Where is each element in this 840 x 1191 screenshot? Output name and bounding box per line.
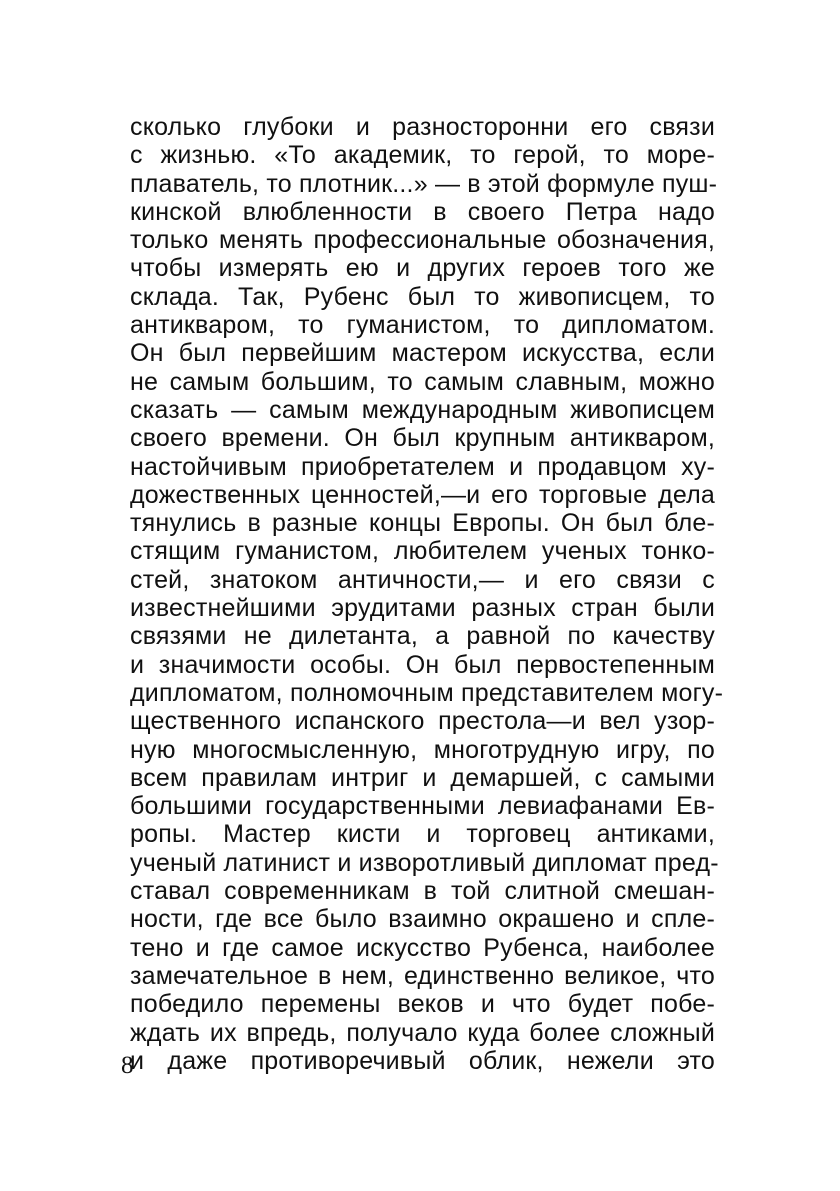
text-line-13: настойчивым приобретателем и продавцом ху-: [130, 452, 715, 481]
text-line-17: стей, знатоком античности,— и его связи с: [130, 565, 715, 594]
text-line-21: дипломатом, полномочным представителем могу-: [130, 678, 724, 707]
text-line-34: и даже противоречивый облик, нежели это: [130, 1046, 715, 1075]
text-line-6: чтобы измерять ею и других героев того же: [130, 254, 715, 283]
text-line-27: ученый латинист и изворотливый дипломат пред-: [130, 848, 719, 877]
text-line-24: всем правилам интриг и демаршей, с самыми: [130, 763, 715, 792]
text-line-23: ную многосмысленную, многотрудную игру, по: [130, 735, 715, 764]
text-line-15: тянулись в разные концы Европы. Он был бле-: [130, 509, 715, 538]
text-line-7: склада. Так, Рубенс был то живописцем, то: [130, 282, 715, 311]
text-line-4: кинской влюбленности в своего Петра надо: [130, 197, 715, 226]
text-line-5: только менять профессиональные обозначения,: [130, 226, 715, 255]
text-line-29: ности, где все было взаимно окрашено и спле-: [130, 905, 715, 934]
text-line-25: большими государственными левиафанами Ев-: [130, 792, 715, 821]
page-number: 8: [121, 1052, 134, 1079]
text-line-14: дожественных ценностей,—и его торговые дела: [130, 480, 715, 509]
text-line-28: ставал современникам в той слитной смешан-: [130, 877, 715, 906]
text-line-1: сколько глубоки и разносторонни его связи: [130, 113, 715, 141]
text-line-22: щественного испанского престола—и вел узор-: [130, 707, 715, 736]
text-line-26: ропы. Мастер кисти и торговец антиками,: [130, 820, 715, 849]
text-line-32: победило перемены веков и что будет побе-: [130, 990, 715, 1019]
text-line-12: своего времени. Он был крупным антикваром,: [130, 424, 715, 453]
text-line-30: тено и где самое искусство Рубенса, наиболее: [130, 933, 715, 962]
text-line-9: Он был первейшим мастером искусства, если: [130, 339, 715, 368]
text-line-11: сказать — самым международным живописцем: [130, 395, 715, 424]
text-line-3: плаватель, то плотник...» — в этой формуле пуш-: [130, 169, 718, 198]
body-text: [130, 113, 724, 1075]
text-line-10: не самым большим, то самым славным, можно: [130, 367, 715, 396]
text-line-16: стящим гуманистом, любителем ученых тонко-: [130, 537, 715, 566]
text-line-20: и значимости особы. Он был первостепенным: [130, 650, 715, 679]
text-line-19: связями не дилетанта, а равной по качеству: [130, 622, 715, 651]
text-line-18: известнейшими эрудитами разных стран были: [130, 594, 715, 623]
text-line-2: с жизнью. «То академик, то герой, то море-: [130, 141, 715, 170]
text-line-31: замечательное в нем, единственно великое, что: [130, 961, 715, 990]
text-line-33: ждать их впредь, получало куда более сложный: [130, 1018, 715, 1047]
text-line-8: антикваром, то гуманистом, то дипломатом.: [130, 311, 715, 340]
